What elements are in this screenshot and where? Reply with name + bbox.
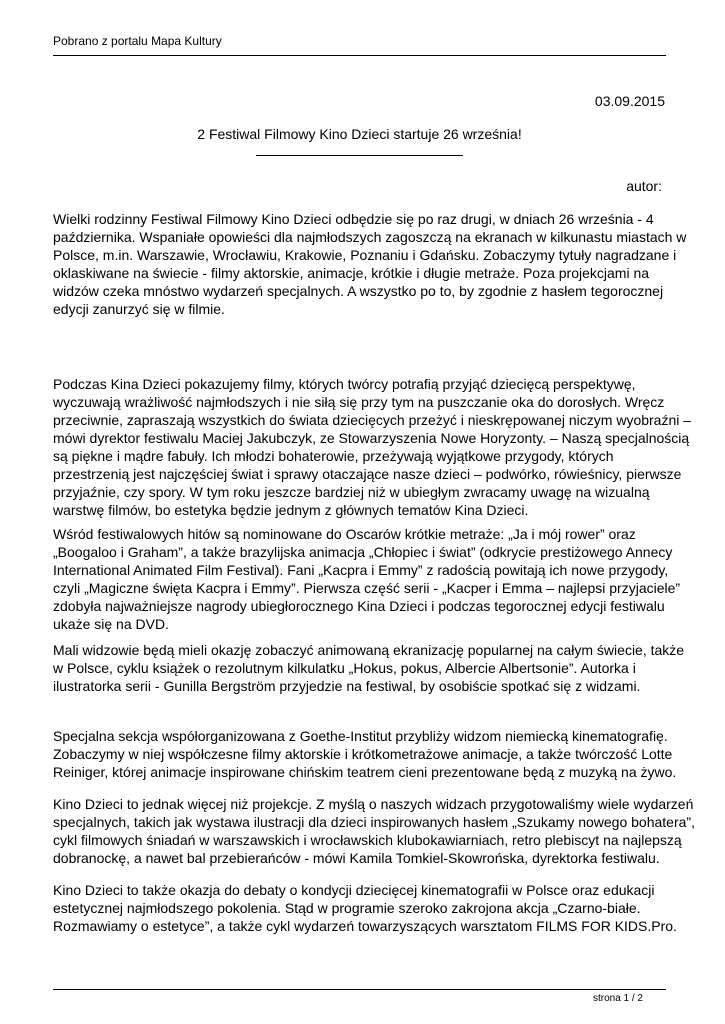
text-line: zdobyła najważniejsze nagrody ubiegłorocznego Kina Dzieci i podczas tegorocznej edycji festiwalu	[53, 598, 665, 614]
text-line: Kino Dzieci to jednak więcej niż projekcje. Z myślą o naszych widzach przygotowaliśmy wiele wydarzeń	[53, 796, 694, 812]
paragraph-7	[53, 881, 677, 935]
article-title: 2 Festiwal Filmowy Kino Dzieci startuje 26 września!	[197, 126, 522, 142]
text-line: Zobaczymy w niej współczesne filmy aktorskie i krótkometrażowe animacje, a także twórczość Lotte	[53, 746, 673, 762]
text-line: Kino Dzieci to także okazja do debaty o kondycji dziecięcej kinematografii w Polsce oraz edukacji	[53, 882, 655, 898]
text-line: Mali widzowie będą mieli okazję zobaczyć animowaną ekranizację popularnej na całym świecie, także	[53, 642, 685, 658]
source-header: Pobrano z portalu Mapa Kultury	[53, 34, 222, 48]
paragraph-5	[53, 727, 677, 781]
text-line: Wielki rodzinny Festiwal Filmowy Kino Dzieci odbędzie się po raz drugi, w dniach 26 września - 4	[53, 211, 654, 227]
text-line: przeciwnie, zapraszają wszystkich do świata dziecięcych przeżyć i nieskrępowanej niczym wyobraźni –	[53, 412, 692, 428]
paragraph-3	[53, 525, 681, 633]
paragraph-4	[53, 641, 685, 695]
text-line: International Animated Film Festival). Fani „Kacpra i Emmy” z radością powitają ich nowe przygody,	[53, 562, 669, 578]
text-line: „Boogaloo i Graham”, a także brazylijska animacja „Chłopiec i świat” (odkrycie prestiżowego Annecy	[53, 544, 673, 560]
article-author: autor:	[626, 178, 662, 194]
text-line: edycji zanurzyć się w filmie.	[53, 301, 225, 317]
text-line: Polsce, m.in. Warszawie, Wrocławiu, Krakowie, Poznaniu i Gdańsku. Zobaczymy tytuły nagradzane i	[53, 247, 677, 263]
text-line: przyjaźnie, czy spory. W tym roku jeszcze bardziej niż w ubiegłym zwracamy uwagę na wizualną	[53, 484, 650, 500]
text-line: ilustratorka serii - Gunilla Bergström przyjedzie na festiwal, by osobiście spotkać się z widzami.	[53, 678, 641, 694]
text-line: wyczuwają wrażliwość najmłodszych i nie siłą się przy tym na puszczanie oka do dorosłych. Wręcz	[53, 394, 665, 410]
text-line: Specjalna sekcja współorganizowana z Goethe-Institut przybliży widzom niemiecką kinematografię.	[53, 728, 668, 744]
text-line: Podczas Kina Dzieci pokazujemy filmy, których twórcy potrafią przyjąć dziecięcą perspektywę,	[53, 376, 636, 392]
footer-divider	[53, 989, 666, 990]
text-line: estetycznej najmłodszego pokolenia. Stąd w programie szeroko zakrojona akcja „Czarno-białe.	[53, 900, 641, 916]
text-line: oklaskiwane na świecie - filmy aktorskie, animacje, krótkie i długie metraże. Poza projekcjami na	[53, 265, 650, 281]
text-line: są piękne i mądre fabuły. Ich młodzi bohaterowie, przeżywają wyjątkowe przygody, których	[53, 448, 614, 464]
text-line: ukaże się na DVD.	[53, 616, 169, 632]
title-underline	[256, 155, 463, 156]
text-line: Wśród festiwalowych hitów są nominowane do Oscarów krótkie metraże: „Ja i mój rower” oraz	[53, 526, 636, 542]
paragraph-1	[53, 210, 687, 318]
text-line: widzów czeka mnóstwo wydarzeń specjalnych. A wszystko po to, by zgodnie z hasłem tegorocznej	[53, 283, 664, 299]
paragraph-6	[53, 795, 695, 867]
text-line: specjalnych, takich jak wystawa ilustracji dla dzieci inspirowanych hasłem „Szukamy nowego bohatera”,	[53, 814, 695, 830]
text-line: mówi dyrektor festiwalu Maciej Jakubczyk, ze Stowarzyszenia Nowe Horyzonty. – Naszą specjalnością	[53, 430, 690, 446]
header-divider	[53, 55, 666, 56]
text-line: w Polsce, cyklu książek o rezolutnym kilkulatku „Hokus, pokus, Albercie Albertsonie”. Autorka i	[53, 660, 636, 676]
article-date: 03.09.2015	[594, 93, 665, 109]
text-line: warstwę filmów, bo estetyka będzie jednym z głównych tematów Kina Dzieci.	[53, 502, 529, 518]
text-line: przestrzenią jest najczęściej świat i sprawy otaczające nasze dzieci – podwórko, rówieśnicy, pierwsze	[53, 466, 682, 482]
text-line: cykl filmowych śniadań w warszawskich i wrocławskich klubokawiarniach, retro plebiscyt na najlepszą	[53, 832, 682, 848]
paragraph-2	[53, 375, 692, 519]
page-number: strona 1 / 2	[592, 993, 643, 1004]
text-line: października. Wspaniałe opowieści dla najmłodszych zagoszczą na ekranach w kilkunastu miastach w	[53, 229, 687, 245]
text-line: czyli „Magiczne święta Kacpra i Emmy”. Pierwsza część serii - „Kacper i Emma – najlepsi przyjaciele”	[53, 580, 681, 596]
text-line: dobranockę, a nawet bal przebierańców - mówi Kamila Tomkiel-Skowrońska, dyrektorka festiwalu.	[53, 850, 660, 866]
text-line: Rozmawiamy o estetyce”, a także cykl wydarzeń towarzyszących warsztatom FILMS FOR KIDS.Pro.	[53, 918, 677, 934]
text-line: Reiniger, której animacje inspirowane chińskim teatrem cieni prezentowane będą z muzyką na żywo.	[53, 764, 677, 780]
